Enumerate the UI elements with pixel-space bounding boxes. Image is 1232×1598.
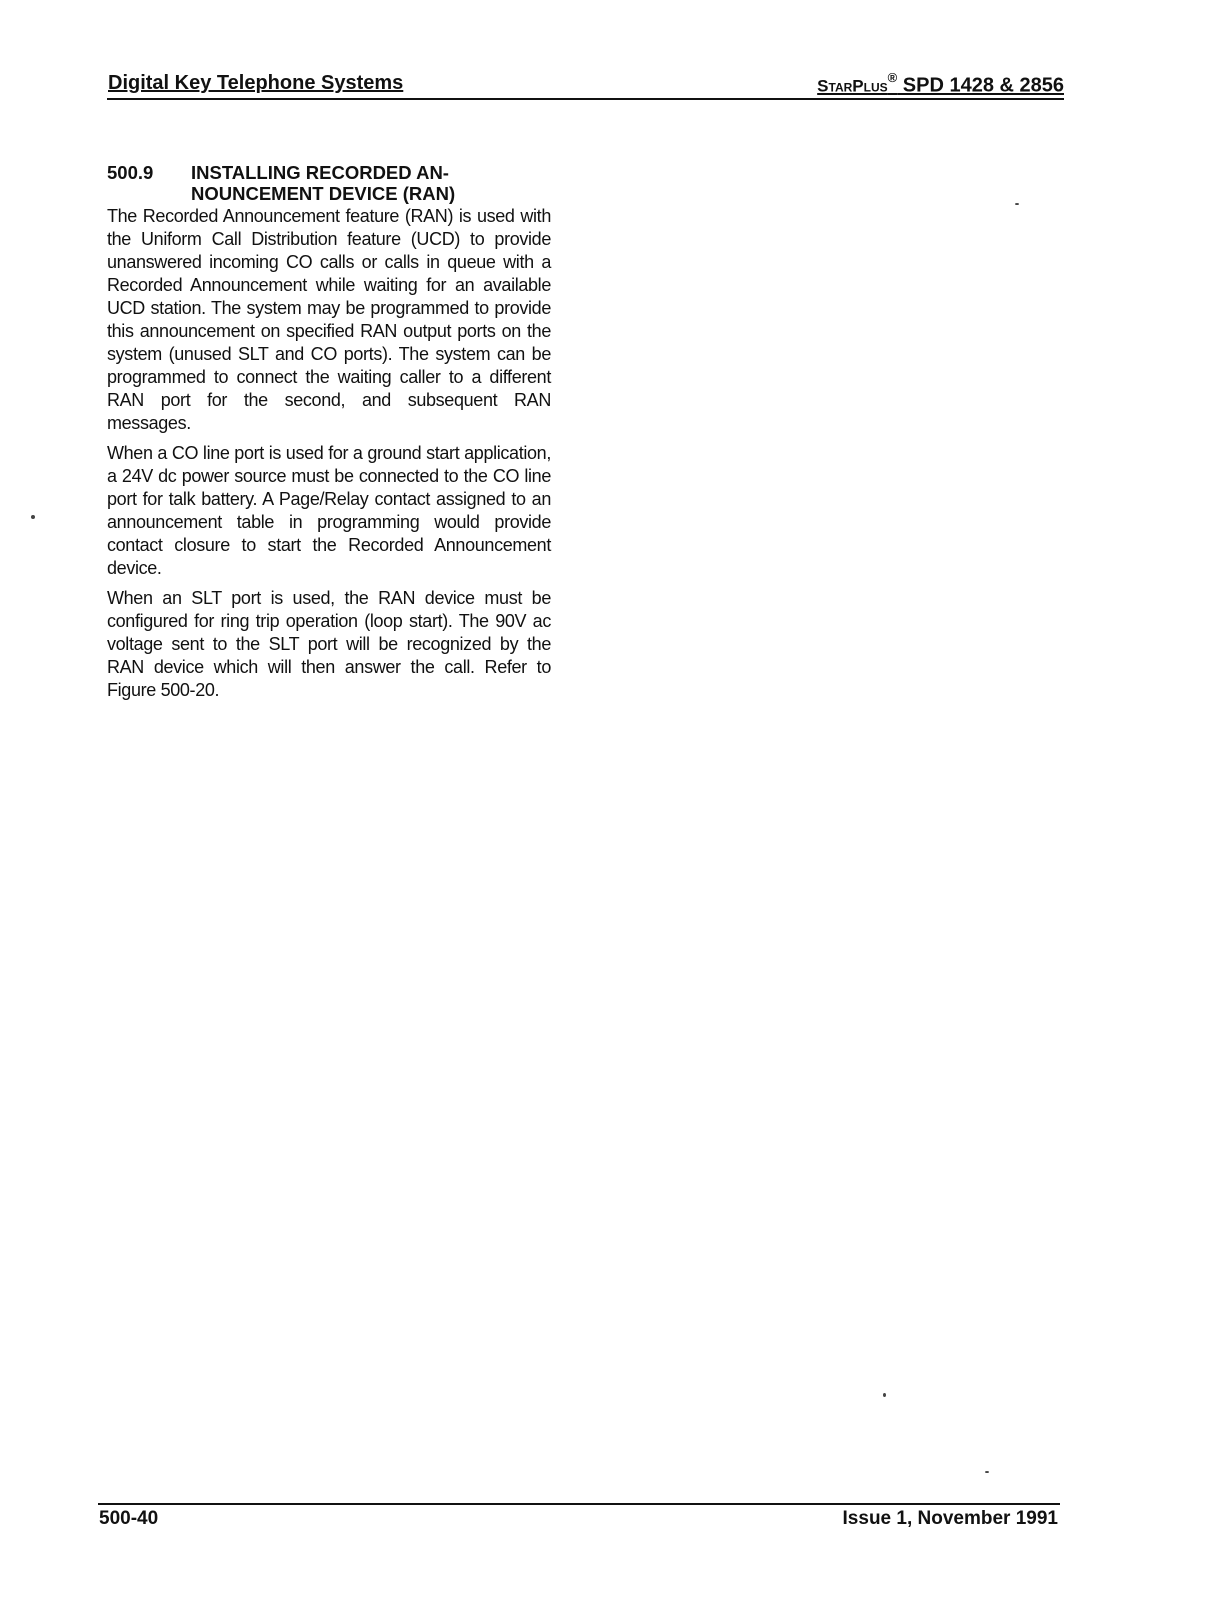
page-footer [98, 1503, 1060, 1529]
issue-date: Issue 1, November 1991 [842, 1508, 1058, 1529]
registered-mark: ® [887, 70, 898, 85]
header-product [817, 72, 1064, 98]
header-brand: StarPlus [817, 76, 888, 96]
header-model: SPD 1428 & 2856 [897, 74, 1064, 97]
paragraph-co-line-port: When a CO line port is used for a ground start application, a 24V dc power source must be connected to the CO line port for talk battery. A Page/Relay contact assigned to an announcement table in programming would provide contact closure to start the Recorded Announcement device. [107, 443, 551, 578]
section-title [191, 162, 551, 204]
scan-speck [883, 1393, 886, 1397]
section-number: 500.9 [107, 162, 154, 183]
paragraph-slt-port: When an SLT port is used, the RAN device must be configured for ring trip operation (loop start). The 90V ac voltage sent to the SLT port will be recognized by the RAN device which will then answer the call. Refer to Figure 500-20. [107, 588, 551, 700]
section-500-9 [107, 162, 551, 709]
section-title-line-1: INSTALLING RECORDED AN- [191, 162, 449, 183]
scan-speck [985, 1471, 989, 1473]
paragraph-ran-overview: The Recorded Announcement feature (RAN) is used with the Uniform Call Distribution feature (UCD) to provide unanswered incoming CO calls or calls in queue with a Recorded Announcement while waiting for an available UCD station. The system may be programmed to provide this announcement on specified RAN output ports on the system (unused SLT and CO ports). The system can be programmed to connect the waiting caller to a different RAN port for the second, and subsequent RAN messages. [107, 206, 551, 433]
header-title: Digital Key Telephone Systems [108, 72, 404, 94]
scan-speck [31, 515, 35, 519]
scan-speck [1015, 203, 1019, 205]
section-title-line-2: NOUNCEMENT DEVICE (RAN) [191, 183, 456, 204]
page-number: 500-40 [99, 1508, 159, 1529]
section-heading [107, 162, 551, 204]
page-header [107, 70, 1064, 100]
